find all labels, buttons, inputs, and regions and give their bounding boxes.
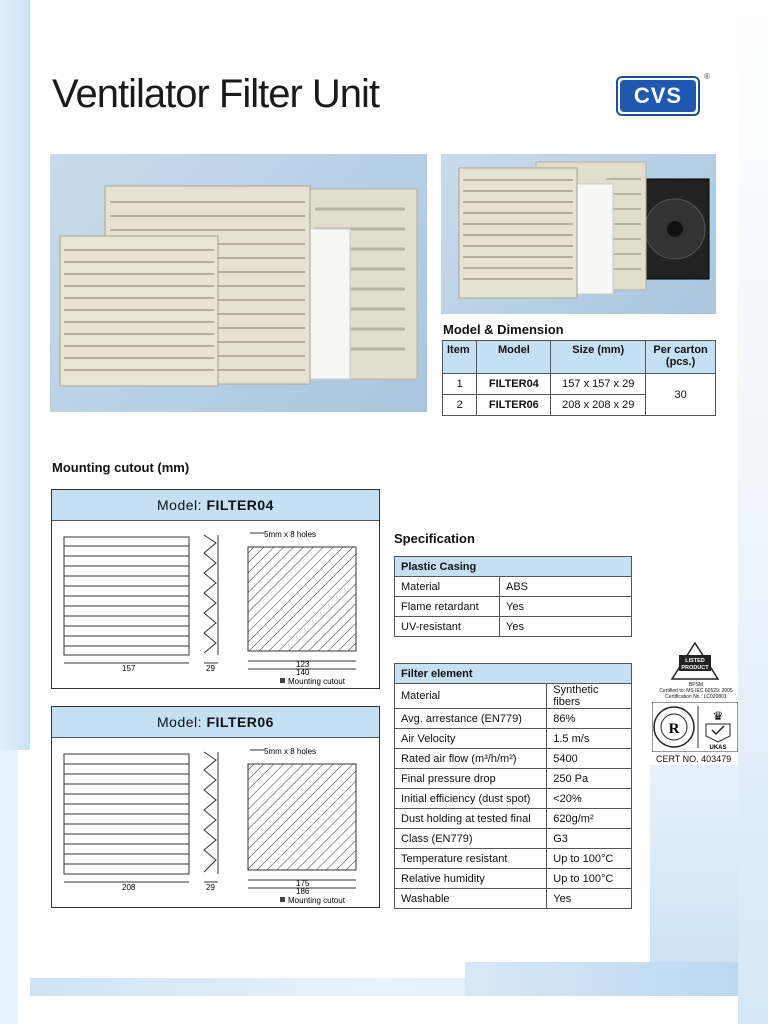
- spec-value: Yes: [500, 597, 632, 617]
- spec-value: <20%: [547, 789, 632, 809]
- table-row: [395, 829, 632, 849]
- right-side-gradient: [738, 0, 768, 1024]
- spec-key: Avg. arrestance (EN779): [395, 709, 547, 729]
- table-row: [395, 597, 632, 617]
- model-box-filter06: [51, 706, 380, 908]
- col-model: Model: [477, 341, 551, 374]
- mounting-heading: Mounting cutout (mm): [52, 460, 190, 475]
- bottom-bar-accent: [465, 962, 738, 996]
- spec-value: Up to 100°C: [547, 869, 632, 889]
- svg-text:R: R: [668, 721, 680, 737]
- row1-item: 1: [443, 374, 477, 395]
- product-photo-large: [50, 154, 427, 412]
- bpsm-label: BPSM: [688, 682, 704, 688]
- left-side-gradient: [0, 0, 30, 750]
- model-box-header: [52, 490, 379, 521]
- right-blue-block: [650, 765, 738, 995]
- row2-size: 208 x 208 x 29: [551, 395, 646, 416]
- col-size: Size (mm): [551, 341, 646, 374]
- table-row: [395, 749, 632, 769]
- cutout-label-1: 175: [296, 879, 310, 888]
- legend-swatch: [280, 678, 285, 683]
- spec-value: 620g/m²: [547, 809, 632, 829]
- row2-model: FILTER06: [477, 395, 551, 416]
- spec-value: Synthetic fibers: [547, 684, 632, 709]
- spec-value: 86%: [547, 709, 632, 729]
- row2-item: 2: [443, 395, 477, 416]
- spec-key: Temperature resistant: [395, 849, 547, 869]
- spec-value: Up to 100°C: [547, 849, 632, 869]
- cutout-label-2: 186: [296, 887, 310, 896]
- plastic-casing-table: [394, 556, 632, 637]
- spec-key: Initial efficiency (dust spot): [395, 789, 547, 809]
- ukas-label: UKAS: [709, 745, 727, 751]
- spec-value: Yes: [547, 889, 632, 909]
- table-header-row: [395, 664, 632, 684]
- dimension-table: [442, 340, 716, 416]
- certified-line: Certified to: MS IEC 60529: 2005: [659, 688, 733, 694]
- depth-label: 29: [206, 883, 215, 892]
- table-row: [395, 869, 632, 889]
- spec-key: Final pressure drop: [395, 769, 547, 789]
- spec-key: Material: [395, 577, 500, 597]
- row1-size: 157 x 157 x 29: [551, 374, 646, 395]
- spec-key: Rated air flow (m³/h/m²): [395, 749, 547, 769]
- logo-text: CVS: [620, 80, 696, 112]
- filter-element-title: Filter element: [395, 664, 632, 684]
- spec-key: Air Velocity: [395, 729, 547, 749]
- cutout-label-2: 140: [296, 668, 310, 677]
- table-row: [395, 889, 632, 909]
- depth-label: 29: [206, 664, 215, 673]
- spec-value: G3: [547, 829, 632, 849]
- holes-label: 5mm x 8 holes: [264, 530, 317, 539]
- svg-text:♛: ♛: [712, 709, 724, 723]
- dimension-header-row: [443, 341, 716, 374]
- spec-key: Class (EN779): [395, 829, 547, 849]
- legend-swatch: [280, 897, 285, 902]
- width-label: 208: [122, 883, 136, 892]
- model-box-filter04: [51, 489, 380, 689]
- spec-key: Flame retardant: [395, 597, 500, 617]
- left-side-gradient-lower: [0, 750, 18, 1024]
- table-row: [395, 709, 632, 729]
- spec-key: UV-resistant: [395, 617, 500, 637]
- table-header-row: [395, 557, 632, 577]
- spec-value: 5400: [547, 749, 632, 769]
- registered-mark: ®: [704, 72, 710, 81]
- cutout-label-1: 123: [296, 660, 310, 669]
- legend-label: Mounting cutout: [288, 677, 345, 686]
- per-carton-value: 30: [646, 374, 716, 416]
- table-row: [395, 849, 632, 869]
- spec-key: Dust holding at tested final: [395, 809, 547, 829]
- cert-number-line: Certification No.: LC020801: [665, 694, 727, 700]
- spec-key: Relative humidity: [395, 869, 547, 889]
- spec-value: 250 Pa: [547, 769, 632, 789]
- filter-element-table: [394, 663, 632, 909]
- specification-heading: Specification: [394, 531, 475, 546]
- spec-key: Material: [395, 684, 547, 709]
- cvs-logo: [616, 76, 700, 116]
- table-row: [395, 809, 632, 829]
- spec-value: ABS: [500, 577, 632, 597]
- table-row: [395, 577, 632, 597]
- mounting-drawing-filter04: [52, 521, 379, 687]
- legend-label: Mounting cutout: [288, 896, 345, 905]
- model-box-header: [52, 707, 379, 738]
- table-row: [395, 789, 632, 809]
- table-row: [395, 769, 632, 789]
- listed-product-badge: [670, 641, 720, 681]
- table-row: [395, 684, 632, 709]
- listed-line1: LISTED: [685, 658, 705, 664]
- model-prefix: Model:: [157, 714, 207, 730]
- table-row: [443, 374, 716, 395]
- certification-text: [650, 682, 742, 700]
- row1-model: FILTER04: [477, 374, 551, 395]
- quality-seals: [652, 702, 738, 752]
- model-prefix: Model:: [157, 497, 207, 513]
- col-item: Item: [443, 341, 477, 374]
- dimension-heading: Model & Dimension: [443, 322, 564, 337]
- mounting-drawing-filter06: [52, 738, 379, 906]
- model-name: FILTER04: [206, 497, 274, 513]
- plastic-casing-title: Plastic Casing: [395, 557, 632, 577]
- table-row: [395, 729, 632, 749]
- spec-key: Washable: [395, 889, 547, 909]
- spec-value: Yes: [500, 617, 632, 637]
- page-title: Ventilator Filter Unit: [52, 72, 380, 116]
- col-per-carton: Per carton (pcs.): [646, 341, 716, 374]
- listed-line2: PRODUCT: [681, 665, 709, 671]
- model-name: FILTER06: [206, 714, 274, 730]
- cert-number: CERT NO. 403479: [656, 754, 732, 764]
- width-label: 157: [122, 664, 136, 673]
- holes-label: 5mm x 8 holes: [264, 747, 317, 756]
- spec-value: 1.5 m/s: [547, 729, 632, 749]
- table-row: [395, 617, 632, 637]
- product-photo-exploded: [441, 154, 716, 314]
